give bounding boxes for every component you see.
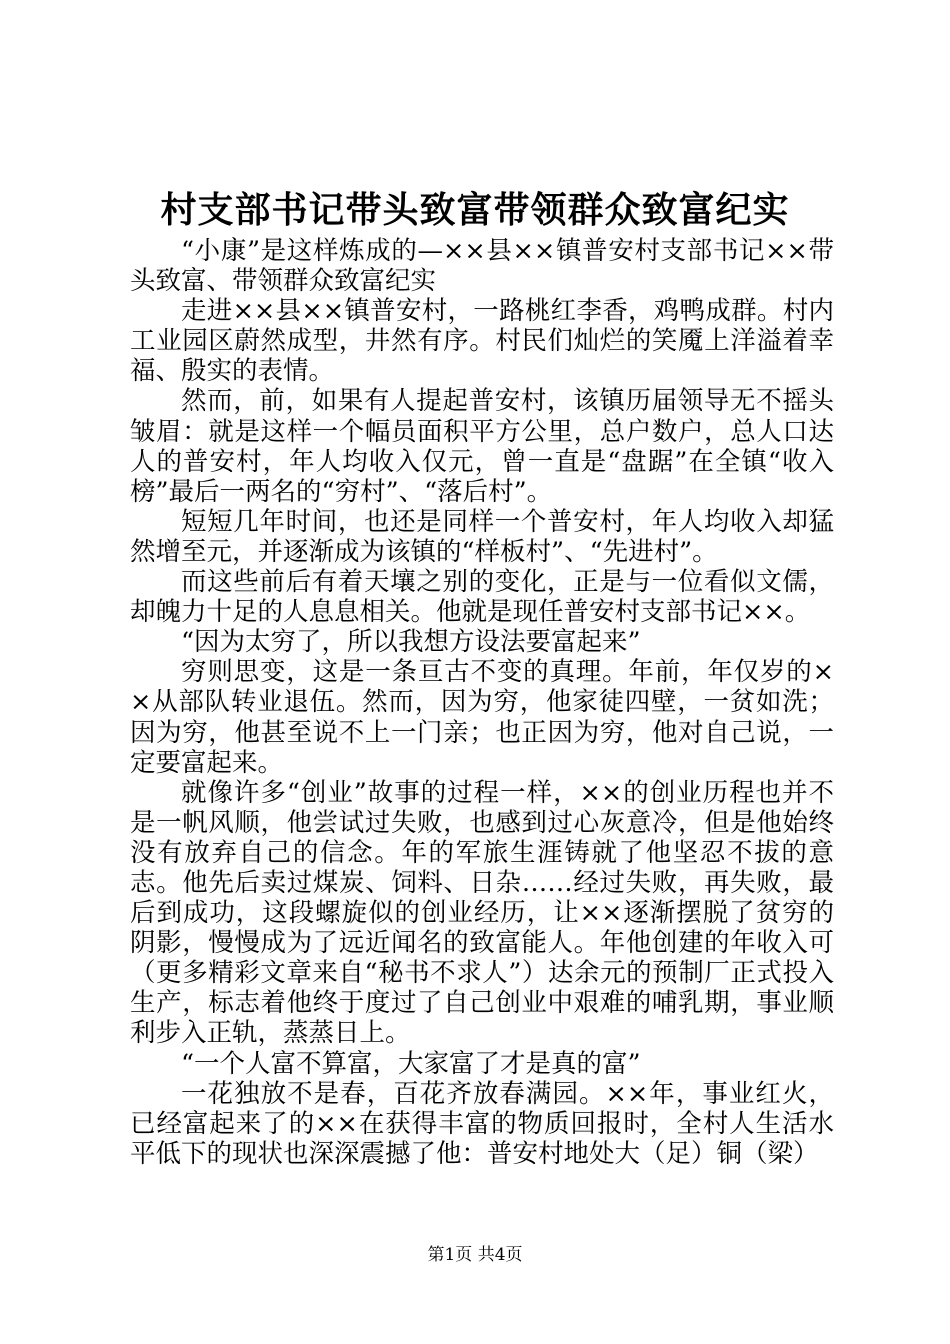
section-heading: “一个人富不算富，大家富了才是真的富” bbox=[181, 1048, 641, 1079]
paragraph: 而这些前后有着天壤之别的变化，正是与一位看似文儒，却魄力十足的人息息相关。他就是现任普安村支部书记××。 bbox=[130, 567, 834, 628]
paragraph: 穷则思变，这是一条亘古不变的真理。年前，年仅岁的××从部队转业退伍。然而，因为穷，他家徒四壁，一贫如洗；因为穷，他甚至说不上一门亲；也正因为穷，他对自己说，一定要富起来。 bbox=[130, 657, 834, 778]
paragraph: 短短几年时间，也还是同样一个普安村，年人均收入却猛然增至元，并逐渐成为该镇的“样板村”、“先进村”。 bbox=[130, 506, 834, 567]
paragraph: 一花独放不是春，百花齐放春满园。××年，事业红火，已经富起来了的××在获得丰富的物质回报时，全村人生活水平低下的现状也深深震撼了他：普安村地处大（足）铜（梁） bbox=[130, 1078, 834, 1169]
page-number: 第1页 共4页 bbox=[427, 1245, 523, 1265]
paragraph: 就像许多“创业”故事的过程一样，××的创业历程也并不是一帆风顺，他尝试过失败，也感到过心灰意冷，但是他始终没有放弃自己的信念。年的军旅生涯铸就了他坚忍不拔的意志。他先后卖过煤炭、饲料、日杂……经过失败，再失败，最后到成功，这段螺旋似的创业经历，让××逐渐摆脱了贫穷的阴影，慢慢成为了远近闻名的致富能人。年他创建的年收入可（更多精彩文章来自“秘书不求人”）达余元的预制厂正式投入生产，标志着他终于度过了自己创业中艰难的哺乳期，事业顺利步入正轨，蒸蒸日上。 bbox=[130, 777, 834, 1049]
paragraph: “小康”是这样炼成的—××县××镇普安村支部书记××带头致富、带领群众致富纪实 bbox=[130, 236, 834, 297]
paragraph: 走进××县××镇普安村，一路桃红李香，鸡鸭成群。村内工业园区蔚然成型，井然有序。村民们灿烂的笑魇上洋溢着幸福、殷实的表情。 bbox=[130, 296, 834, 387]
document-title: 村支部书记带头致富带领群众致富纪实 bbox=[160, 189, 790, 231]
document-body bbox=[130, 236, 834, 1169]
paragraph: 然而，前，如果有人提起普安村，该镇历届领导无不摇头皱眉：就是这样一个幅员面积平方公里，总户数户，总人口达人的普安村，年人均收入仅元，曾一直是“盘踞”在全镇“收入榜”最后一两名的“穷村”、“落后村”。 bbox=[130, 386, 834, 507]
section-heading: “因为太穷了，所以我想方设法要富起来” bbox=[181, 627, 641, 658]
